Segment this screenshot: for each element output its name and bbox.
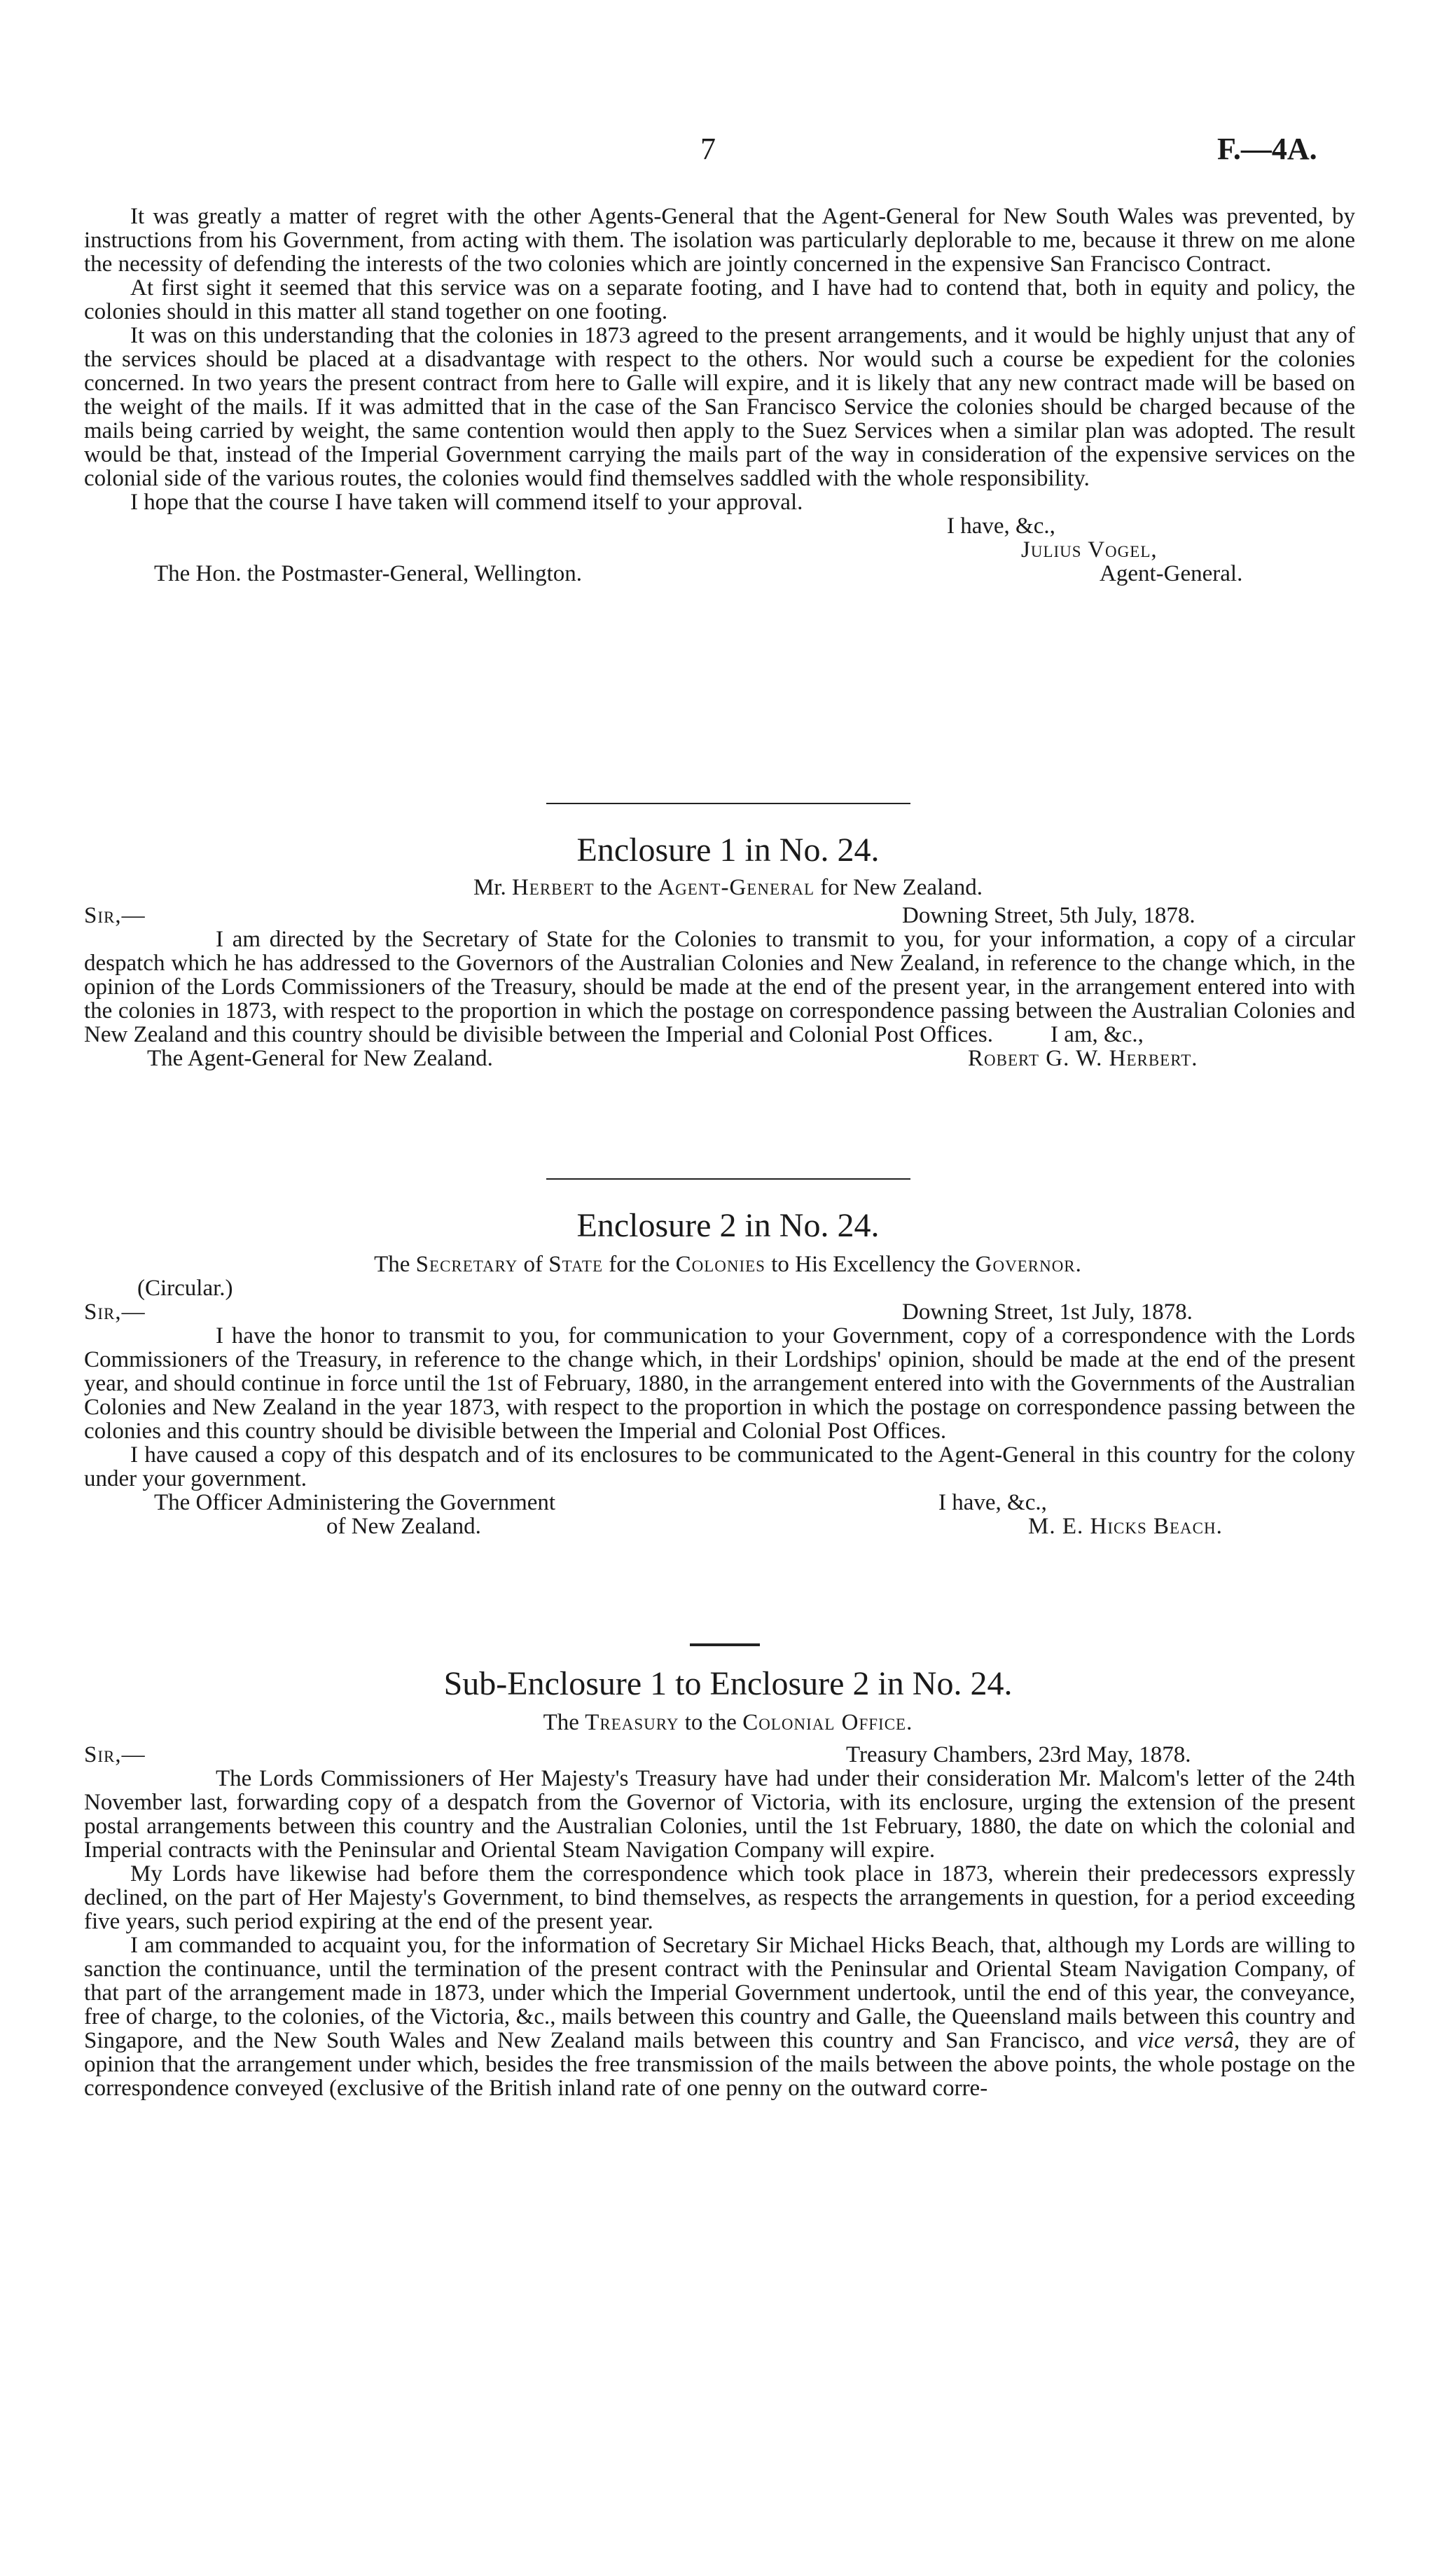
enclosure-1-body — [84, 904, 1355, 1070]
enclosure-2-paragraph: I have caused a copy of this despatch and of its enclosures to be communicated to the Agent-General in this country for the colony under your government. — [84, 1442, 1355, 1491]
letter-body — [84, 205, 1355, 586]
enclosure-2-paragraph: I have the honor to transmit to you, for communication to your Government, copy of a correspondence with the Lords Commissioners of the Treasury, in reference to the change which, in their Lordships' opinion, should be made at the end of the present year, and should continue in force until the 1st of February, 1880, in the arrangement entered into with the Governments of the Australian Colonies and New Zealand in the year 1873, with respect to the proportion in which the postage on correspondence passing between the colonies and this country should be divisible between the Imperial and Colonial Post Offices. — [84, 1323, 1355, 1444]
letter-paragraph: It was greatly a matter of regret with the other Agents-General that the Agent-General for New South Wales was prevented, by instructions from his Government, from acting with them. The isolation was particularly deplorable to me, because it threw on me alone the necessity of defending the interests of the two colonies which are jointly concerned in the expensive San Francisco Contract. — [84, 204, 1355, 277]
circular-label: (Circular.) — [137, 1276, 233, 1301]
salutation: Sir,— — [84, 903, 146, 928]
letter-paragraph: I hope that the course I have taken will commend itself to your approval. — [130, 490, 803, 515]
salutation: Sir,— — [84, 1299, 146, 1325]
enclosure-1-closing: I am, &c., — [1051, 1022, 1144, 1047]
sub-enclosure-paragraph: I am commanded to acquaint you, for the information of Secretary Sir Michael Hicks Beach, that, although my Lords are willing to sanction the continuance, until the termination of the present contract with the Peninsular and Oriental Steam Navigation Company, of that part of the arrangement made in 1873, under which the Imperial Government undertook, until the end of this year, the conveyance, free of charge, to the colonies, of the Victoria, &c., mails between this country and Galle, the Queensland mails between this country and Singapore, and the New South Wales and New Zealand mails between this country and San Francisco, and vice versâ, they are of opinion that the arrangement under which, besides the free transmission of the mails between the above points, the whole postage on the correspondence conveyed (exclusive of the British inland rate of one penny on the outward corre- — [84, 1933, 1355, 2101]
section-divider — [546, 803, 910, 804]
letter-paragraph: At first sight it seemed that this service was on a separate footing, and I have had to contend that, both in equity and policy, the colonies should in this matter all stand together on one footing. — [84, 275, 1355, 324]
page-number: 7 — [700, 132, 716, 166]
document-reference: F.—4A. — [1217, 132, 1317, 166]
sub-enclosure-paragraph: The Lords Commissioners of Her Majesty's Treasury have had under their consideration Mr. Malcom's letter of the 24th November last, forwarding copy of a despatch from the Governor of Victoria, with its enclosure, urging the extension of the present postal arrangements between this country and the Australian Colonies, until the 1st February, 1880, the date on which the colonial and Imperial contracts with the Peninsular and Oriental Steam Navigation Company will expire. — [84, 1766, 1355, 1863]
letter-signer-title: Agent-General. — [1100, 561, 1243, 586]
enclosure-2-addressee: The Officer Administering the Government — [154, 1490, 556, 1515]
enclosure-1-subtitle: Mr. Herbert to the Agent-General for New Zealand. — [473, 875, 983, 900]
letter-closing: I have, &c., — [947, 513, 1055, 539]
letter-paragraph: It was on this understanding that the colonies in 1873 agreed to the present arrangements, and it would be highly unjust that any of the services should be placed at a disadvantage with respect to the others. Nor would such a course be expedient for the colonies concerned. In two years the present contract from here to Galle will expire, and it is likely that any new contract made will be based on the weight of the mails. If it was admitted that in the case of the San Francisco Service the colonies should be charged because of the mails being carried by weight, the same contention would then apply to the Suez Services when a similar plan was adopted. The result would be that, instead of the Imperial Government carrying the mails part of the way in consideration of the expensive services on the colonial side of the various routes, the colonies would find themselves saddled with the whole responsibility. — [84, 323, 1355, 491]
letter-signature: Julius Vogel, — [1021, 537, 1158, 563]
sub-enclosure-paragraph: My Lords have likewise had before them the correspondence which took place in 1873, wherein their predecessors expressly declined, on the part of Her Majesty's Government, to bind themselves, as respects the arrangements in question, for a period exceeding five years, such period expiring at the end of the present year. — [84, 1861, 1355, 1934]
sub-enclosure-subtitle: The Treasury to the Colonial Office. — [543, 1710, 913, 1735]
enclosure-1-signature: Robert G. W. Herbert. — [968, 1046, 1198, 1071]
enclosure-1-addressee: The Agent-General for New Zealand. — [147, 1046, 493, 1071]
letter-addressee: The Hon. the Postmaster-General, Wellington. — [154, 561, 583, 586]
section-divider — [690, 1643, 760, 1646]
enclosure-1-title: Enclosure 1 in No. 24. — [576, 832, 880, 869]
enclosure-1-paragraph: I am directed by the Secretary of State for the Colonies to transmit to you, for your information, a copy of a circular despatch which he has addressed to the Governors of the Australian Colonies and New Zealand, in reference to the change which, in the opinion of the Lords Commissioners of the Treasury, should be made at the end of the present year, in the arrangement entered into with the colonies in 1873, with respect to the proportion in which the postage on correspondence passing between the Australian Colonies and New Zealand and this country should be divisible between the Imperial and Colonial Post Offices. — [84, 927, 1355, 1047]
enclosure-2-addressee: of New Zealand. — [326, 1514, 481, 1539]
enclosure-2-subtitle: The Secretary of State for the Colonies to His Excellency the Governor. — [374, 1252, 1082, 1277]
sub-enclosure-title: Sub-Enclosure 1 to Enclosure 2 in No. 24. — [443, 1665, 1013, 1702]
enclosure-2-body — [84, 1276, 1355, 1538]
enclosure-2-closing: I have, &c., — [938, 1490, 1047, 1515]
dateline: Downing Street, 5th July, 1878. — [902, 903, 1195, 928]
salutation: Sir,— — [84, 1742, 146, 1767]
enclosure-2-title: Enclosure 2 in No. 24. — [576, 1207, 880, 1244]
enclosure-2-signature: M. E. Hicks Beach. — [1028, 1514, 1223, 1539]
section-divider — [546, 1178, 910, 1180]
dateline: Downing Street, 1st July, 1878. — [902, 1299, 1193, 1325]
dateline: Treasury Chambers, 23rd May, 1878. — [846, 1742, 1191, 1767]
page-header — [0, 132, 1456, 167]
sub-enclosure-body — [84, 1743, 1355, 2100]
